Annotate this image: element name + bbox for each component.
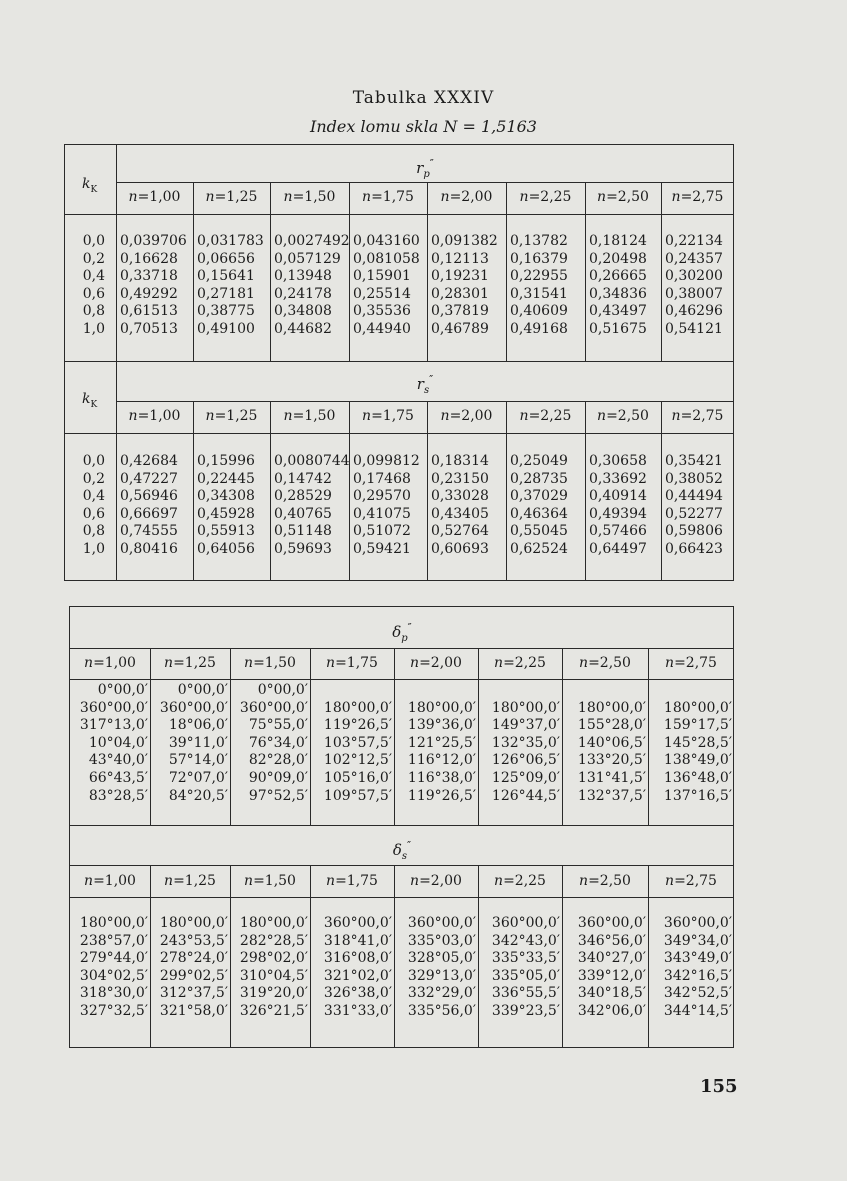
table-cell: 109°57,5′ xyxy=(323,787,392,804)
table-cell: 18°06,0′ xyxy=(168,717,228,734)
table-cell: 0,043160 xyxy=(353,233,420,249)
table-cell: 97°52,5′ xyxy=(248,787,308,804)
table-cell: 138°49,0′ xyxy=(663,752,732,769)
dp-column-6 xyxy=(564,682,646,805)
dp-column-3 xyxy=(312,682,392,805)
table-cell: 0,22134 xyxy=(665,233,723,249)
table-cell: 139°36,0′ xyxy=(407,717,476,734)
dp-column-1 xyxy=(152,682,228,805)
table-cell: 66°43,5′ xyxy=(88,769,148,786)
rp-header-n-7: n=2,75 xyxy=(671,189,724,205)
rs-header-n-2: n=1,50 xyxy=(283,408,336,424)
table-cell: 132°35,0′ xyxy=(491,734,560,751)
dp-header-n-1: n=1,25 xyxy=(164,655,216,671)
kk-value: 0,4 xyxy=(82,268,105,285)
table-cell: 159°17,5′ xyxy=(663,717,732,734)
table-cell: 340°18,5′ xyxy=(577,985,646,1002)
table-cell: 0,80416 xyxy=(120,540,178,557)
table-cell: 0,37029 xyxy=(510,488,568,505)
table-cell: 119°26,5′ xyxy=(323,717,392,734)
table-cell: 0,46296 xyxy=(665,303,723,320)
dp-header-n-7: n=2,75 xyxy=(665,655,717,671)
table-cell: 43°40,0′ xyxy=(88,752,148,769)
table-cell: 328°05,0′ xyxy=(407,950,476,967)
table-cell: 0,22955 xyxy=(510,268,568,285)
ds-header-n-5: n=2,25 xyxy=(494,873,546,889)
page-number: 155 xyxy=(700,1076,738,1097)
ds-column-0 xyxy=(72,915,148,1021)
table-cell: 319°20,0′ xyxy=(239,985,308,1002)
table-cell: 238°57,0′ xyxy=(79,932,148,949)
rp-header-n-1: n=1,25 xyxy=(205,189,258,205)
table-cell: 0,18314 xyxy=(431,453,489,469)
table-cell: 329°13,0′ xyxy=(407,967,476,984)
table-cell: 0,70513 xyxy=(120,320,178,337)
table-cell: 360°00,0′ xyxy=(577,915,646,931)
table-title: Tabulka XXXIV xyxy=(352,88,495,108)
kk-value: 0,2 xyxy=(82,470,105,487)
rs-column-1 xyxy=(197,453,268,559)
table-cell: 0,06656 xyxy=(197,250,255,267)
table-cell: 180°00,0′ xyxy=(663,699,732,716)
ds-header-n-3: n=1,75 xyxy=(326,873,378,889)
ds-header-n-4: n=2,00 xyxy=(410,873,462,889)
table-cell: 360°00,0′ xyxy=(491,915,560,931)
table-cell: 0,59693 xyxy=(274,540,332,557)
table-cell: 243°53,5′ xyxy=(159,932,228,949)
table-cell: 82°28,0′ xyxy=(248,752,308,769)
table-cell: 0,17468 xyxy=(353,470,411,487)
table-cell: 321°02,0′ xyxy=(323,967,392,984)
dp-header-n-6: n=2,50 xyxy=(579,655,631,671)
dp-column-5 xyxy=(480,682,560,805)
dp-column-4 xyxy=(396,682,476,805)
rp-column-4 xyxy=(431,233,504,339)
rp-column-1 xyxy=(197,233,268,339)
table-cell: 343°49,0′ xyxy=(663,950,732,967)
table-cell: 0,31541 xyxy=(510,285,568,302)
table-cell: 84°20,5′ xyxy=(168,787,228,804)
table-cell: 282°28,5′ xyxy=(239,932,308,949)
table-cell: 318°30,0′ xyxy=(79,985,148,1002)
table-cell: 57°14,0′ xyxy=(168,752,228,769)
ds-column-7 xyxy=(650,915,732,1021)
ds-column-5 xyxy=(480,915,560,1021)
ds-header-n-7: n=2,75 xyxy=(665,873,717,889)
table-cell: 0,43405 xyxy=(431,505,489,522)
table-cell: 0,60693 xyxy=(431,540,489,557)
table-cell: 0,29570 xyxy=(353,488,411,505)
table-cell: 0,74555 xyxy=(120,523,178,540)
table-cell: 332°29,0′ xyxy=(407,985,476,1002)
table-cell: 335°03,0′ xyxy=(407,932,476,949)
table-cell: 349°34,0′ xyxy=(663,932,732,949)
table-cell: 0,38775 xyxy=(197,303,255,320)
table-cell: 0,15901 xyxy=(353,268,411,285)
ds-column-6 xyxy=(564,915,646,1021)
rs-header-n-4: n=2,00 xyxy=(440,408,493,424)
table-cell: 0,35536 xyxy=(353,303,411,320)
table-cell: 298°02,0′ xyxy=(239,950,308,967)
table-cell: 335°05,0′ xyxy=(491,967,560,984)
table-cell: 342°06,0′ xyxy=(577,1002,646,1019)
table-cell: 316°08,0′ xyxy=(323,950,392,967)
kk-value: 0,0 xyxy=(82,453,105,469)
table-cell: 180°00,0′ xyxy=(407,699,476,716)
table-cell: 90°09,0′ xyxy=(248,769,308,786)
rs-header-n-1: n=1,25 xyxy=(205,408,258,424)
table-cell: 149°37,0′ xyxy=(491,717,560,734)
table-cell: 0,38007 xyxy=(665,285,723,302)
table-cell: 180°00,0′ xyxy=(159,915,228,931)
table-cell: 0,52764 xyxy=(431,523,489,540)
table-cell: 0,057129 xyxy=(274,250,341,267)
table-cell: 180°00,0′ xyxy=(239,915,308,931)
kk-value: 0,4 xyxy=(82,488,105,505)
table-cell: 360°00,0′ xyxy=(323,915,392,931)
table-cell: 0,20498 xyxy=(589,250,647,267)
table-cell: 0,64056 xyxy=(197,540,255,557)
table-cell: 10°04,0′ xyxy=(88,734,148,751)
table-cell: 180°00,0′ xyxy=(491,699,560,716)
ds-column-1 xyxy=(152,915,228,1021)
table-cell: 321°58,0′ xyxy=(159,1002,228,1019)
table-cell: 0°00,0′ xyxy=(177,682,228,698)
table-cell: 339°23,5′ xyxy=(491,1002,560,1019)
ds-header-n-2: n=1,50 xyxy=(244,873,296,889)
table-cell: 0,49168 xyxy=(510,320,568,337)
table-cell: 119°26,5′ xyxy=(407,787,476,804)
table-cell: 0,59806 xyxy=(665,523,723,540)
rs-header-n-0: n=1,00 xyxy=(128,408,181,424)
table-cell: 360°00,0′ xyxy=(407,915,476,931)
kk-value: 1,0 xyxy=(82,540,105,557)
table-cell: 126°06,5′ xyxy=(491,752,560,769)
rs-kk-column xyxy=(65,453,105,559)
table-cell: 116°38,0′ xyxy=(407,769,476,786)
dp-header-n-2: n=1,50 xyxy=(244,655,296,671)
table-cell: 102°12,5′ xyxy=(323,752,392,769)
table-cell: 0,19231 xyxy=(431,268,489,285)
rs-header-n-3: n=1,75 xyxy=(362,408,414,424)
table-cell: 137°16,5′ xyxy=(663,787,732,804)
table-cell: 180°00,0′ xyxy=(323,699,392,716)
table-cell: 0,55045 xyxy=(510,523,568,540)
ds-header-n-6: n=2,50 xyxy=(579,873,631,889)
ds-column-3 xyxy=(312,915,392,1021)
table-cell: 342°52,5′ xyxy=(663,985,732,1002)
table-cell: 0,0027492 xyxy=(274,233,350,249)
table-cell: 0,25514 xyxy=(353,285,411,302)
table-cell: 312°37,5′ xyxy=(159,985,228,1002)
table-cell: 103°57,5′ xyxy=(323,734,392,751)
ds-column-4 xyxy=(396,915,476,1021)
table-cell: 0,64497 xyxy=(589,540,647,557)
table-cell: 0,081058 xyxy=(353,250,420,267)
rp-header-n-0: n=1,00 xyxy=(128,189,181,205)
dp-column-2 xyxy=(232,682,308,805)
kk-label-rs: $k_K$ xyxy=(82,391,98,410)
kk-value: 0,0 xyxy=(82,233,105,249)
table-cell: 342°16,5′ xyxy=(663,967,732,984)
rs-column-3 xyxy=(353,453,425,559)
table-cell: 0,33718 xyxy=(120,268,178,285)
table-cell: 304°02,5′ xyxy=(79,967,148,984)
dp-header-n-0: n=1,00 xyxy=(84,655,136,671)
table-cell: 0,031783 xyxy=(197,233,264,249)
table-cell xyxy=(480,682,560,700)
table-cell: 0,15996 xyxy=(197,453,255,469)
table-cell: 0,40914 xyxy=(589,488,647,505)
table-cell: 0,24357 xyxy=(665,250,723,267)
table-cell: 0,35421 xyxy=(665,453,723,469)
table-cell: 0,57466 xyxy=(589,523,647,540)
ds-header-n-0: n=1,00 xyxy=(84,873,136,889)
table-cell: 0,27181 xyxy=(197,285,255,302)
rp-symbol: $r_p''$ xyxy=(416,157,434,180)
table-cell: 0,52277 xyxy=(665,505,723,522)
dp-header-n-4: n=2,00 xyxy=(410,655,462,671)
rp-column-7 xyxy=(665,233,732,339)
ds-symbol: $\delta_s''$ xyxy=(392,839,412,862)
table-cell xyxy=(564,682,646,700)
dp-column-0 xyxy=(72,682,148,805)
table-cell: 0,47227 xyxy=(120,470,178,487)
table-cell: 0,46789 xyxy=(431,320,489,337)
table-cell: 278°24,0′ xyxy=(159,950,228,967)
table-cell: 136°48,0′ xyxy=(663,769,732,786)
table-cell: 0,0080744 xyxy=(274,453,350,469)
table-cell: 131°41,5′ xyxy=(577,769,646,786)
table-cell: 0,44494 xyxy=(665,488,723,505)
table-cell: 0,22445 xyxy=(197,470,255,487)
table-cell: 318°41,0′ xyxy=(323,932,392,949)
table-cell: 0,099812 xyxy=(353,453,420,469)
table-cell: 180°00,0′ xyxy=(79,915,148,931)
table-cell: 0,28735 xyxy=(510,470,568,487)
table-cell xyxy=(650,682,732,700)
kk-value: 1,0 xyxy=(82,320,105,337)
table-cell: 0,18124 xyxy=(589,233,647,249)
table-cell: 133°20,5′ xyxy=(577,752,646,769)
table-cell: 0,30658 xyxy=(589,453,647,469)
table-cell: 336°55,5′ xyxy=(491,985,560,1002)
table-cell: 0,61513 xyxy=(120,303,178,320)
table-cell: 0,13782 xyxy=(510,233,568,249)
table-cell: 0,13948 xyxy=(274,268,332,285)
table-cell: 299°02,5′ xyxy=(159,967,228,984)
ds-header-n-1: n=1,25 xyxy=(164,873,216,889)
kk-label-rp: $k_K$ xyxy=(82,176,98,195)
table-cell: 346°56,0′ xyxy=(577,932,646,949)
table-cell: 39°11,0′ xyxy=(168,734,228,751)
table-cell: 327°32,5′ xyxy=(79,1002,148,1019)
table-cell: 339°12,0′ xyxy=(577,967,646,984)
table-cell: 0,37819 xyxy=(431,303,489,320)
dp-header-n-3: n=1,75 xyxy=(326,655,378,671)
kk-value: 0,2 xyxy=(82,250,105,267)
table-cell: 0,34808 xyxy=(274,303,332,320)
table-cell: 0,51148 xyxy=(274,523,332,540)
rp-column-6 xyxy=(589,233,659,339)
ds-column-2 xyxy=(232,915,308,1021)
table-cell: 0,55913 xyxy=(197,523,255,540)
table-cell: 340°27,0′ xyxy=(577,950,646,967)
table-cell: 0,38052 xyxy=(665,470,723,487)
rp-column-5 xyxy=(510,233,583,339)
table-cell: 335°33,5′ xyxy=(491,950,560,967)
table-cell: 0,54121 xyxy=(665,320,723,337)
rs-column-2 xyxy=(274,453,350,559)
dp-symbol: $\delta_p''$ xyxy=(392,621,412,644)
table-cell: 0,46364 xyxy=(510,505,568,522)
rs-header-n-6: n=2,50 xyxy=(597,408,649,424)
rs-column-0 xyxy=(120,453,191,559)
table-cell: 0,44682 xyxy=(274,320,332,337)
table-cell: 0,28529 xyxy=(274,488,332,505)
rp-kk-column xyxy=(65,233,105,339)
table-cell: 0,51675 xyxy=(589,320,647,337)
rp-header-n-2: n=1,50 xyxy=(283,189,336,205)
table-cell: 344°14,5′ xyxy=(663,1002,732,1019)
table-cell: 155°28,0′ xyxy=(577,717,646,734)
table-cell: 0,039706 xyxy=(120,233,187,249)
table-cell: 317°13,0′ xyxy=(79,717,148,734)
table-cell: 125°09,0′ xyxy=(491,769,560,786)
rs-symbol: $r_s''$ xyxy=(416,373,434,396)
table-cell: 360°00,0′ xyxy=(239,699,308,716)
table-cell: 0,42684 xyxy=(120,453,178,469)
table-cell: 0,23150 xyxy=(431,470,489,487)
table-cell: 0,24178 xyxy=(274,285,332,302)
table-cell: 0,66423 xyxy=(665,540,723,557)
table-cell: 0°00,0′ xyxy=(97,682,148,698)
table-cell: 310°04,5′ xyxy=(239,967,308,984)
rp-column-2 xyxy=(274,233,350,339)
table-cell: 180°00,0′ xyxy=(577,699,646,716)
table-cell xyxy=(396,682,476,700)
table-cell: 0,15641 xyxy=(197,268,255,285)
table-cell: 326°21,5′ xyxy=(239,1002,308,1019)
kk-value: 0,8 xyxy=(82,523,105,540)
rs-header-n-5: n=2,25 xyxy=(519,408,572,424)
table-cell: 140°06,5′ xyxy=(577,734,646,751)
table-cell: 0,49292 xyxy=(120,285,178,302)
table-cell: 0°00,0′ xyxy=(257,682,308,698)
rp-header-n-3: n=1,75 xyxy=(362,189,414,205)
table-cell: 0,56946 xyxy=(120,488,178,505)
table-cell: 0,49394 xyxy=(589,505,647,522)
table-cell: 75°55,0′ xyxy=(248,717,308,734)
table-cell: 132°37,5′ xyxy=(577,787,646,804)
table-cell: 0,30200 xyxy=(665,268,723,285)
rp-header-n-4: n=2,00 xyxy=(440,189,493,205)
table-cell: 116°12,0′ xyxy=(407,752,476,769)
table-cell: 0,51072 xyxy=(353,523,411,540)
kk-value: 0,8 xyxy=(82,303,105,320)
kk-value: 0,6 xyxy=(82,505,105,522)
table-cell: 0,33028 xyxy=(431,488,489,505)
rs-column-4 xyxy=(431,453,504,559)
table-cell: 0,62524 xyxy=(510,540,568,557)
table-cell: 0,25049 xyxy=(510,453,568,469)
table-cell: 105°16,0′ xyxy=(323,769,392,786)
table-cell: 360°00,0′ xyxy=(159,699,228,716)
table-cell: 0,66697 xyxy=(120,505,178,522)
reflectance-table xyxy=(64,144,734,581)
table-cell: 0,16379 xyxy=(510,250,568,267)
table-cell: 0,12113 xyxy=(431,250,489,267)
table-cell: 0,33692 xyxy=(589,470,647,487)
table-cell: 72°07,0′ xyxy=(168,769,228,786)
table-cell: 0,34308 xyxy=(197,488,255,505)
rs-column-5 xyxy=(510,453,583,559)
table-cell: 0,43497 xyxy=(589,303,647,320)
rs-header-n-7: n=2,75 xyxy=(671,408,724,424)
table-cell: 0,59421 xyxy=(353,540,411,557)
rs-column-7 xyxy=(665,453,732,559)
kk-value: 0,6 xyxy=(82,285,105,302)
table-cell: 0,45928 xyxy=(197,505,255,522)
dp-header-n-5: n=2,25 xyxy=(494,655,546,671)
table-cell: 360°00,0′ xyxy=(663,915,732,931)
table-cell: 0,40609 xyxy=(510,303,568,320)
table-cell: 0,14742 xyxy=(274,470,332,487)
table-cell: 326°38,0′ xyxy=(323,985,392,1002)
table-subtitle: Index lomu skla N = 1,5163 xyxy=(310,117,537,136)
rp-header-n-5: n=2,25 xyxy=(519,189,572,205)
table-cell: 121°25,5′ xyxy=(407,734,476,751)
table-cell: 0,091382 xyxy=(431,233,498,249)
table-cell: 279°44,0′ xyxy=(79,950,148,967)
table-cell: 83°28,5′ xyxy=(88,787,148,804)
table-cell: 0,44940 xyxy=(353,320,411,337)
phase-table xyxy=(69,606,734,1048)
table-cell xyxy=(312,682,392,700)
table-cell: 0,49100 xyxy=(197,320,255,337)
rp-column-0 xyxy=(120,233,191,339)
table-cell: 335°56,0′ xyxy=(407,1002,476,1019)
rp-column-3 xyxy=(353,233,425,339)
table-cell: 0,41075 xyxy=(353,505,411,522)
table-cell: 342°43,0′ xyxy=(491,932,560,949)
table-cell: 0,34836 xyxy=(589,285,647,302)
rs-column-6 xyxy=(589,453,659,559)
table-cell: 0,40765 xyxy=(274,505,332,522)
table-cell: 0,26665 xyxy=(589,268,647,285)
table-cell: 360°00,0′ xyxy=(79,699,148,716)
table-cell: 331°33,0′ xyxy=(323,1002,392,1019)
dp-column-7 xyxy=(650,682,732,805)
rp-header-n-6: n=2,50 xyxy=(597,189,649,205)
table-cell: 76°34,0′ xyxy=(248,734,308,751)
table-cell: 0,16628 xyxy=(120,250,178,267)
table-cell: 0,28301 xyxy=(431,285,489,302)
table-cell: 126°44,5′ xyxy=(491,787,560,804)
table-cell: 145°28,5′ xyxy=(663,734,732,751)
